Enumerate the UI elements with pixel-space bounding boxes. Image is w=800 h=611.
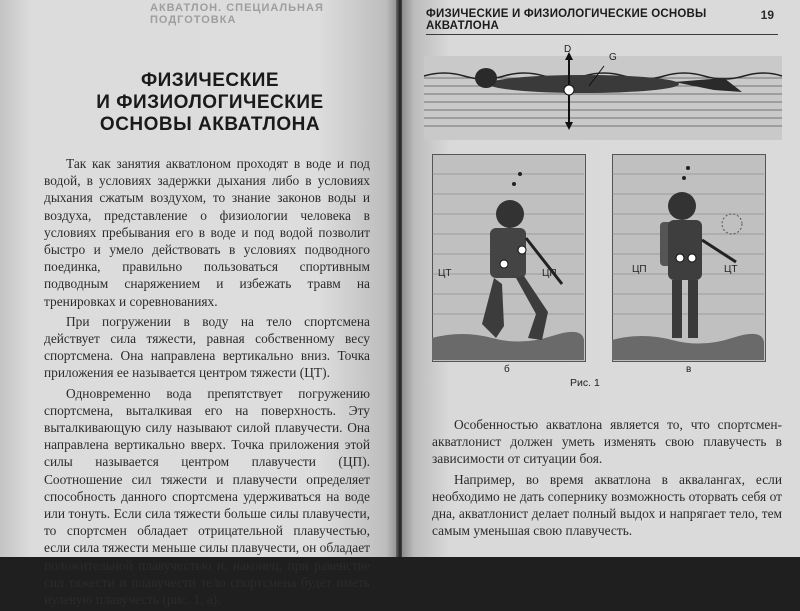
panel-label-v: в — [686, 364, 692, 375]
label-cp-right: ЦП — [632, 264, 647, 275]
diver-standing-illustration — [612, 154, 764, 360]
label-g: G — [609, 52, 617, 63]
paragraph: Например, во время акватлона в аквалангах, если необходимо не дать сопернику возможность оторвать себя от дна, акватлонист делает полный выдох и напрягает тело, тем самым уменьшая свою плавучесть. — [432, 471, 782, 539]
chapter-title-line-3: ОСНОВЫ АКВАТЛОНА — [99, 114, 321, 135]
chapter-title-line-1: ФИЗИЧЕСКИЕ — [140, 70, 280, 91]
paragraph: Особенностью акватлона является то, что спортсмен-акватлонист должен уметь изменять свою плавучесть в зависимости от ситуации боя. — [432, 417, 782, 467]
diver-kneeling-illustration — [432, 154, 584, 360]
running-head: ФИЗИЧЕСКИЕ И ФИЗИОЛОГИЧЕСКИЕ ОСНОВЫ АКВАТЛОНА — [426, 8, 778, 35]
right-page — [402, 0, 800, 557]
chapter-title — [40, 70, 380, 136]
left-body-text — [44, 155, 370, 611]
paragraph: При погружении в воду на тело спортсмена действует сила тяжести, равная собственному весу спортсмена. Она направлена вертикально вниз. Точка приложения ее называется центром тяжести (ЦТ). — [44, 313, 370, 381]
page-number: 19 — [760, 8, 774, 22]
label-cp-left: ЦП — [542, 268, 557, 279]
label-d: D — [564, 44, 572, 55]
figure-caption: Рис. 1 — [570, 377, 600, 389]
left-page — [0, 0, 398, 608]
figure-1 — [424, 42, 782, 392]
chapter-title-line-2: И ФИЗИОЛОГИЧЕСКИЕ — [96, 92, 324, 113]
label-ct-left: ЦТ — [438, 268, 452, 279]
swimmer-body — [489, 75, 679, 93]
figure-panel-a — [424, 56, 782, 140]
label-ct-right: ЦТ — [724, 264, 738, 275]
paragraph: Одновременно вода препятствует погружению спортсмена, выталкивая его на поверхность. Эту выталкивающую силу называют силой плавучести. Она направлена вертикально вверх. Точка приложения этой силы называется центром плавучести (ЦП). Соотношение сил тяжести и плавучести определяет способность данного спортсмена удерживаться на воде или тонуть. Если сила тяжести больше силы плавучести, то спортсмен обладает отрицательной плавучестью, если сила тяжести меньше силы плавучести, он обладает положительной плавучестью и, наконец, при равенстве сил тяжести и плавучести тело спортсмена будет иметь нулевую плавучесть (рис. 1, а). — [44, 385, 371, 608]
panel-label-b: б — [504, 364, 510, 375]
paragraph: Так как занятия акватлоном проходят в воде и под водой, в условиях задержки дыхания либо в условиях дыхания сжатым воздухом, то знание законов воды и воздуха, представление о физиологии человека в условиях пребывания его в воде и под водой позволит быстро и умело действовать в условиях подводного поединка, правильно пользоваться спортивным подводным снаряжением и избежать травм на тренировках и соревнованиях. — [44, 156, 370, 309]
right-body-text — [432, 416, 782, 542]
faded-header: АКВАТЛОН. СПЕЦИАЛЬНАЯ ПОДГОТОВКА — [150, 2, 324, 26]
